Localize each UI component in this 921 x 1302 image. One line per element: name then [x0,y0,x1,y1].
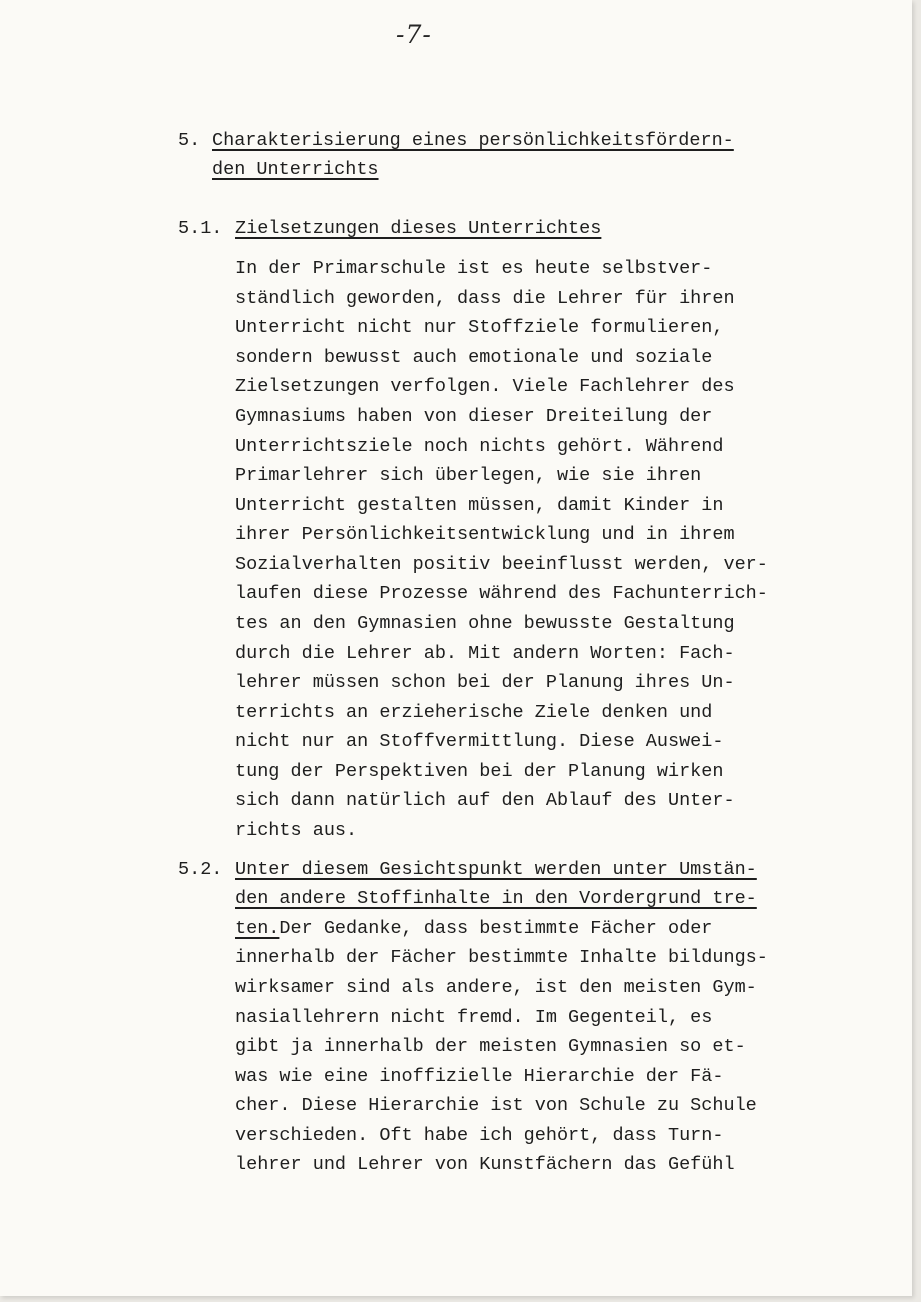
body-line: tung der Perspektiven bei der Planung wirken [235,761,724,782]
section-number: 5.1. [178,218,223,239]
body-line: gibt ja innerhalb der meisten Gymnasien so et- [235,1036,746,1057]
page-number: -7- [396,20,432,49]
section-heading-line: den Unterrichts [212,159,379,180]
section-heading-line: Unter diesem Gesichtspunkt werden unter Umstän- [235,859,757,880]
body-line: verschieden. Oft habe ich gehört, dass Turn- [235,1125,724,1146]
section-heading-tail: ten. [235,918,280,939]
body-line: lehrer und Lehrer von Kunstfächern das Gefühl [235,1154,735,1175]
body-line: Unterricht nicht nur Stoffziele formulieren, [235,317,724,338]
body-line: Zielsetzungen verfolgen. Viele Fachlehrer des [235,376,735,397]
body-line: ihrer Persönlichkeitsentwicklung und in ihrem [235,524,735,545]
body-line: wirksamer sind als andere, ist den meisten Gym- [235,977,757,998]
body-line: Sozialverhalten positiv beeinflusst werden, ver- [235,554,768,575]
body-line: durch die Lehrer ab. Mit andern Worten: Fach- [235,643,735,664]
section-heading-line: Zielsetzungen dieses Unterrichtes [235,218,602,239]
section-heading-line: den andere Stoffinhalte in den Vordergrund tre- [235,888,757,909]
body-line: terrichts an erzieherische Ziele denken und [235,702,713,723]
section-number: 5. [178,130,201,151]
section-number: 5.2. [178,859,223,880]
body-line: sondern bewusst auch emotionale und soziale [235,347,713,368]
body-line: Unterricht gestalten müssen, damit Kinder in [235,495,724,516]
body-line: Unterrichtsziele noch nichts gehört. Während [235,436,724,457]
section-heading-line: Charakterisierung eines persönlichkeitsfördern- [212,130,734,151]
body-line: cher. Diese Hierarchie ist von Schule zu Schule [235,1095,757,1116]
body-line-tail: Der Gedanke, dass bestimmte Fächer oder [279,918,713,939]
body-line: richts aus. [235,820,358,841]
body-line [235,918,712,940]
body-line: ständlich geworden, dass die Lehrer für ihren [235,288,735,309]
body-line: was wie eine inoffizielle Hierarchie der Fä- [235,1066,724,1087]
body-line: tes an den Gymnasien ohne bewusste Gestaltung [235,613,735,634]
body-line: lehrer müssen schon bei der Planung ihres Un- [235,672,735,693]
body-line: innerhalb der Fächer bestimmte Inhalte bildungs- [235,947,768,968]
body-line: nicht nur an Stoffvermittlung. Diese Auswei- [235,731,724,752]
body-line: In der Primarschule ist es heute selbstver- [235,258,713,279]
body-line: Gymnasiums haben von dieser Dreiteilung der [235,406,713,427]
body-line: sich dann natürlich auf den Ablauf des Unter- [235,790,735,811]
body-line: Primarlehrer sich überlegen, wie sie ihren [235,465,702,486]
body-line: laufen diese Prozesse während des Fachunterrich- [235,583,768,604]
body-line: nasiallehrern nicht fremd. Im Gegenteil, es [235,1007,713,1028]
